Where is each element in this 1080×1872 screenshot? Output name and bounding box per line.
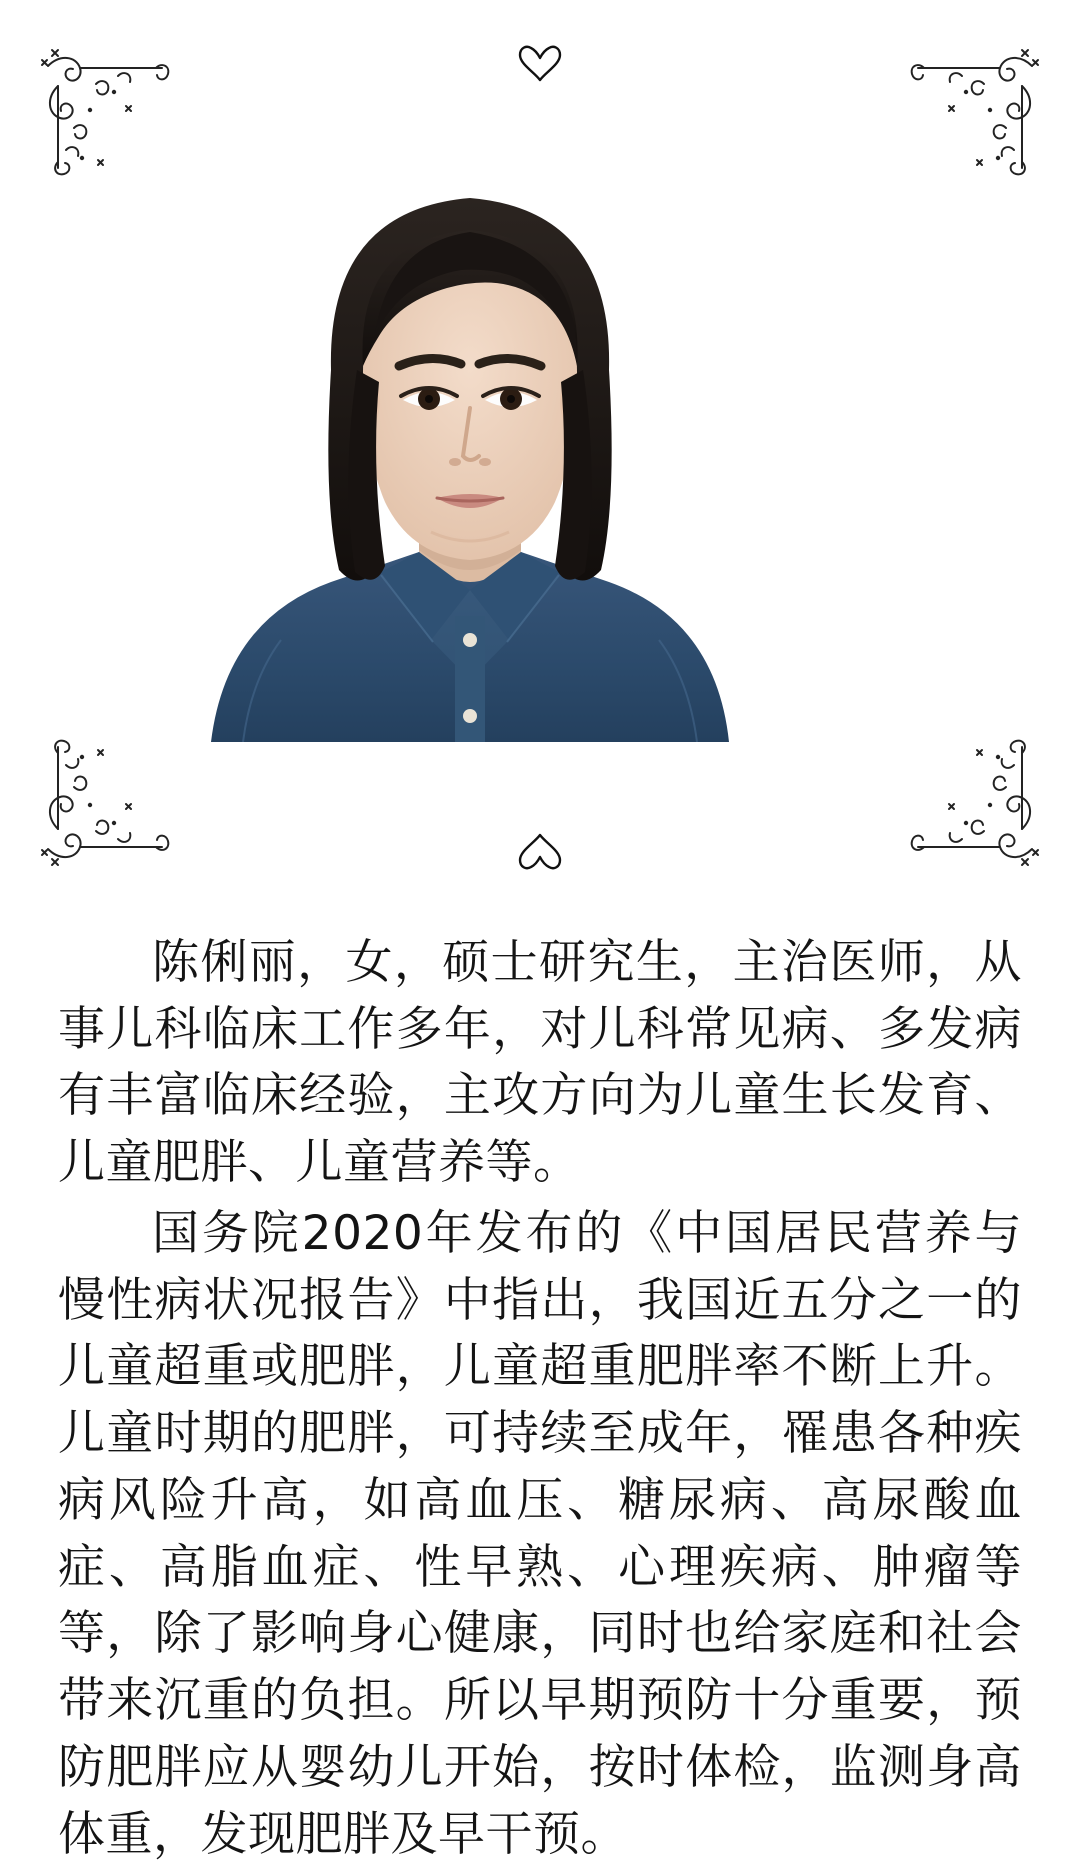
- bio-paragraph-2: 国务院2020年发布的《中国居民营养与慢性病状况报告》中指出，我国近五分之一的儿童超重或肥胖，儿童超重肥胖率不断上升。儿童时期的肥胖，可持续至成年，罹患各种疾病风险升高，如高血压、糖尿病、高尿酸血症、高脂血症、性早熟、心理疾病、肿瘤等等，除了影响身心健康，同时也给家庭和社会带来沉重的负担。所以早期预防十分重要，预防肥胖应从婴幼儿开始，按时体检，监测身高体重，发现肥胖及早干预。: [58, 1205, 1022, 1862]
- corner-flourish-top-right-icon: [900, 40, 1050, 190]
- doctor-portrait-photo: [131, 120, 809, 742]
- bio-paragraph-1: 陈俐丽，女，硕士研究生，主治医师，从事儿科临床工作多年，对儿科常见病、多发病有丰富临床经验，主攻方向为儿童生长发育、儿童肥胖、儿童营养等。: [58, 935, 1022, 1191]
- heart-outline-icon: [514, 42, 566, 84]
- corner-flourish-bottom-right-icon: [900, 725, 1050, 875]
- corner-flourish-bottom-left-icon: [30, 725, 180, 875]
- photo-frame: [0, 0, 1080, 905]
- biography-text: [0, 930, 1080, 1872]
- heart-outline-inverted-icon: [514, 831, 566, 873]
